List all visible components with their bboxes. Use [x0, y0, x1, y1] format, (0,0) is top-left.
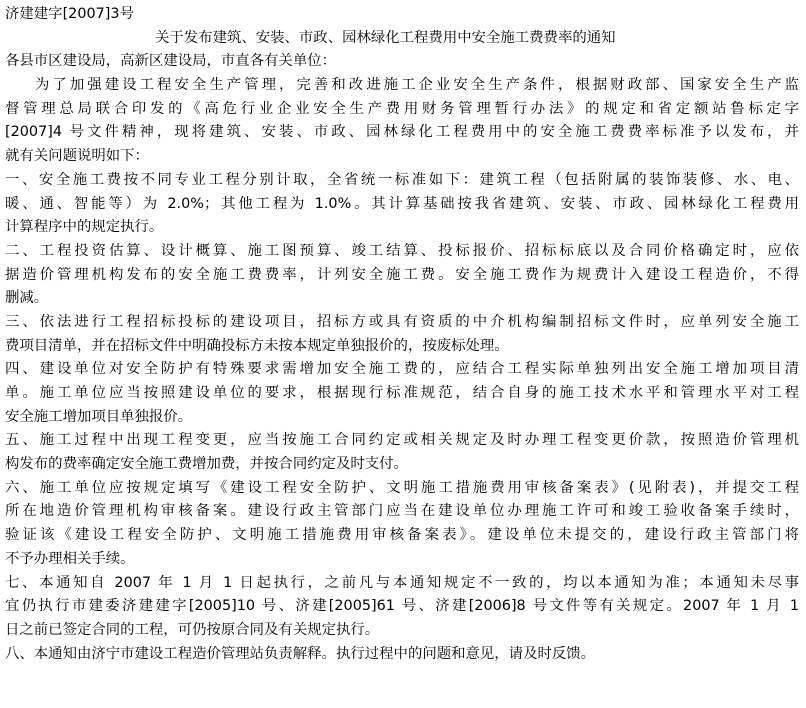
document-number: 济建建字[2007]3号 [5, 6, 134, 22]
text-line: 不予办理相关手续。 [5, 550, 135, 567]
text-line: 督管理总局联合印发的《高危行业企业安全生产费用财务管理暂行办法》的规定和省定额站鲁标定字 [5, 100, 799, 117]
text-line: 单。施工单位应当按照建设单位的要求，根据现行标准规范，结合自身的施工技术水平和管理水平对工程 [5, 385, 799, 401]
text-line: 四、建设单位对安全防护有特殊要求需增加安全施工费的，应结合工程实际单独列出安全施工增加项目清 [5, 361, 799, 378]
text-line: 六、施工单位应按规定填写《建设工程安全防护、文明施工措施费用审核备案表》(见附表)，并提交工程 [5, 479, 799, 496]
item-3 [5, 311, 799, 358]
text-line: 三、依法进行工程招标投标的建设项目，招标方或具有资质的中介机构编制招标文件时，应单列安全施工 [5, 313, 799, 330]
item-2 [5, 240, 799, 311]
text-line: 计算程序中的规定执行。 [5, 219, 164, 236]
item-7 [5, 572, 799, 643]
item-8 [5, 643, 799, 667]
document-title: 关于发布建筑、安装、市政、园林绿化工程费用中安全施工费费率的通知 [155, 29, 616, 46]
text-line: 就有关问题说明如下： [5, 148, 149, 165]
text-line: 验证该《建设工程安全防护、文明施工措施费用审核备案表》。建设单位未提交的，建设行政主管部门将 [5, 527, 799, 544]
text-line: 五、施工过程中出现工程变更，应当按施工合同约定或相关规定及时办理工程变更价款，按照造价管理机 [5, 432, 799, 449]
text-line: 费项目清单，并在招标文件中明确投标方未按本规定单独报价的，按废标处理。 [5, 337, 509, 354]
text-line: 安全施工增加项目单独报价。 [5, 408, 193, 425]
item-4 [5, 358, 799, 429]
text-line: 宜仍执行市建委济建建字[2005]10 号、济建[2005]61 号、济建[2006]8 号文件等有关规定。2007 年 1 月 1 [5, 598, 799, 615]
item-5 [5, 429, 799, 476]
item-1 [5, 169, 799, 240]
text-line: 暖、通、智能等）为 2.0%；其他工程为 1.0%。其计算基础按我省建筑、安装、市政、园林绿化工程费用 [5, 195, 799, 212]
text-line: 删减。 [5, 290, 49, 307]
document [5, 3, 799, 666]
text-line: 所在地造价管理机构审核备案。建设行政主管部门应当在建设单位办理施工许可和竣工验收备案手续时， [5, 503, 799, 520]
text-line: 二、工程投资估算、设计概算、施工图预算、竣工结算、投标报价、招标标底以及合同价格确定时，应依 [5, 242, 799, 259]
text-line: 为了加强建设工程安全生产管理，完善和改进施工企业安全生产条件，根据财政部、国家安全生产监 [35, 77, 799, 94]
item-6 [5, 477, 799, 572]
text-line: 八、本通知由济宁市建设工程造价管理站负责解释。执行过程中的问题和意见，请及时反馈。 [5, 645, 596, 662]
text-line: 一、安全施工费按不同专业工程分别计取，全省统一标准如下：建筑工程（包括附属的装饰装修、水、电、 [5, 171, 799, 188]
text-line: 据造价管理机构发布的安全施工费费率，计列安全施工费。安全施工费作为规费计入建设工程造价，不得 [5, 266, 799, 283]
intro-paragraph [5, 74, 799, 169]
addressee: 各县市区建设局，高新区建设局，市直各有关单位： [5, 53, 336, 70]
text-line: 构发布的费率确定安全施工费增加费，并按合同约定及时支付。 [5, 456, 408, 473]
text-line: [2007]4 号文件精神，现将建筑、安装、市政、园林绿化工程费用中的安全施工费费率标准予以发布，并 [5, 124, 799, 141]
text-line: 日之前已签定合同的工程，可仍按原合同及有关规定执行。 [5, 621, 380, 638]
text-line: 七、本通知自 2007 年 1 月 1 日起执行，之前凡与本通知规定不一致的，均以本通知为准；本通知未尽事 [5, 574, 799, 591]
